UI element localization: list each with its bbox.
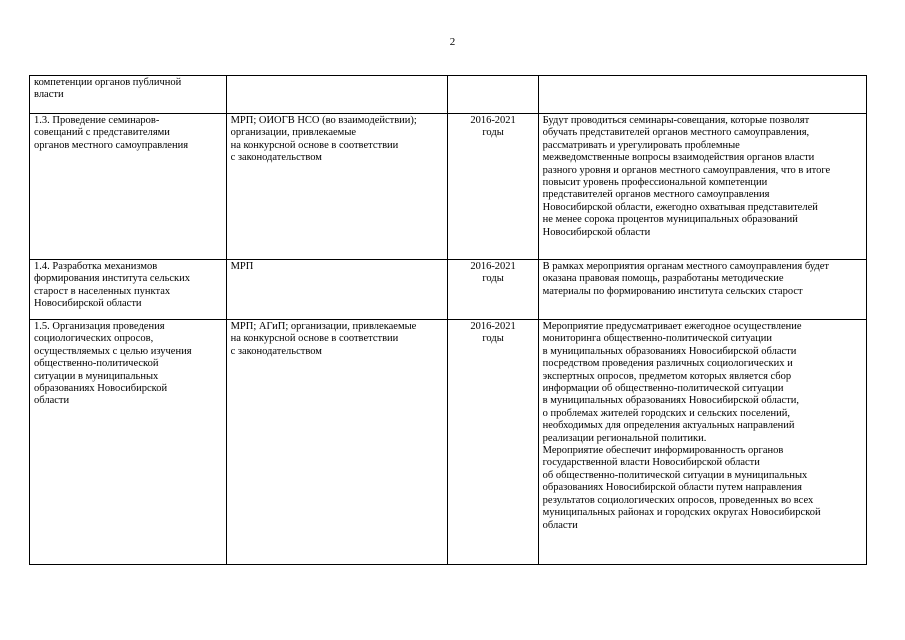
executors-cell	[226, 260, 448, 320]
cell-text-line: мониторинга общественно-политической ситуации	[542, 333, 773, 345]
table-row	[30, 76, 867, 114]
cell-text-line: в муниципальных образованиях Новосибирской области	[542, 345, 797, 357]
cell-text-line: с законодательством	[230, 152, 322, 164]
activity-cell	[30, 76, 227, 114]
table-body	[30, 76, 867, 565]
expected-result-cell	[538, 320, 866, 565]
cell-text-line: 1.3. Проведение семинаров-	[34, 115, 160, 126]
cell-text-line: власти	[34, 89, 64, 101]
cell-text-line: Будут проводиться семинары-совещания, которые позволят	[542, 115, 810, 126]
cell-text-line: общественно-политической	[34, 358, 159, 370]
cell-text-line: В рамках мероприятия органам местного самоуправления будет	[542, 261, 829, 272]
cell-text-line: области	[34, 395, 70, 407]
table-row	[30, 260, 867, 320]
cell-text-line: МРП	[230, 261, 254, 272]
cell-text-line: осуществляемых с целью изучения	[34, 345, 192, 357]
cell-text-line: материалы по формированию института сельских старост	[542, 285, 803, 297]
cell-text-line: экспертных опросов, предметом которых является сбор	[542, 370, 792, 382]
cell-text-line: области	[542, 519, 578, 531]
cell-text-line: не менее сорока процентов муниципальных образований	[542, 214, 798, 226]
executors-cell	[226, 114, 448, 260]
cell-text-line: в муниципальных образованиях Новосибирской области,	[542, 395, 799, 407]
cell-text-line: государственной власти Новосибирской области	[542, 457, 760, 469]
cell-text-line: информации об общественно-политической ситуации	[542, 383, 784, 395]
executors-cell	[226, 76, 448, 114]
cell-text-line: обучать представителей органов местного самоуправления,	[542, 127, 810, 139]
activity-cell	[30, 114, 227, 260]
cell-text-line: 1.4. Разработка механизмов	[34, 261, 158, 272]
cell-text-line: формирования института сельских	[34, 273, 190, 285]
cell-text-line: представителей органов местного самоуправления	[542, 189, 770, 201]
cell-text-line: социологических опросов,	[34, 333, 154, 345]
period-cell	[448, 320, 538, 565]
measures-table	[29, 75, 867, 565]
cell-text-line: муниципальных районах и городских округах Новосибирской	[542, 507, 821, 519]
cell-text-line: Мероприятие обеспечит информированность органов	[542, 445, 784, 457]
expected-result-cell	[538, 114, 866, 260]
cell-text-line: 2016-2021	[470, 321, 516, 332]
cell-text-line: образованиях Новосибирской области путем направления	[542, 482, 802, 494]
cell-text-line: разного уровня и органов местного самоуправления, что в итоге	[542, 164, 831, 176]
cell-text-line: необходимых для определения актуальных направлений	[542, 420, 795, 432]
period-cell	[448, 76, 538, 114]
cell-text-line: об общественно-политической ситуации в муниципальных	[542, 469, 808, 481]
cell-text-line: МРП; АГиП; организации, привлекаемые	[230, 321, 417, 332]
activity-cell	[30, 260, 227, 320]
period-cell	[448, 114, 538, 260]
cell-text-line: посредством проведения различных социологических и	[542, 358, 793, 370]
cell-text-line: организации, привлекаемые	[230, 127, 357, 139]
cell-text-line: 2016-2021	[470, 261, 516, 272]
cell-text-line: годы	[482, 273, 504, 285]
cell-text-line: старост в населенных пунктах	[34, 285, 171, 297]
cell-text-line: на конкурсной основе в соответствии	[230, 139, 399, 151]
page-number: 2	[449, 36, 456, 48]
table-row	[30, 114, 867, 260]
cell-text-line: МРП; ОИОГВ НСО (во взаимодействии);	[230, 115, 417, 126]
cell-text-line: годы	[482, 127, 504, 139]
cell-text-line: на конкурсной основе в соответствии	[230, 333, 399, 345]
cell-text-line: Мероприятие предусматривает ежегодное осуществление	[542, 321, 802, 332]
cell-text-line: результатов социологических опросов, проведенных во всех	[542, 494, 814, 506]
cell-text-line: межведомственные вопросы взаимодействия органов власти	[542, 152, 815, 164]
cell-text-line: о проблемах жителей городских и сельских поселений,	[542, 407, 791, 419]
expected-result-cell	[538, 260, 866, 320]
cell-text-line: компетенции органов публичной	[34, 77, 182, 88]
cell-text-line: рассматривать и урегулировать проблемные	[542, 139, 740, 151]
cell-text-line: оказана правовая помощь, разработаны методические	[542, 273, 784, 285]
expected-result-cell	[538, 76, 866, 114]
cell-text-line: годы	[482, 333, 504, 345]
period-cell	[448, 260, 538, 320]
cell-text-line: совещаний с представителями	[34, 127, 170, 139]
cell-text-line: реализации региональной политики.	[542, 432, 707, 444]
table-row	[30, 320, 867, 565]
cell-text-line: повысит уровень профессиональной компетенции	[542, 177, 768, 189]
cell-text-line: Новосибирской области, ежегодно охватывая представителей	[542, 201, 818, 213]
cell-text-line: органов местного самоуправления	[34, 139, 189, 151]
cell-text-line: с законодательством	[230, 345, 322, 357]
cell-text-line: 1.5. Организация проведения	[34, 321, 165, 332]
cell-text-line: образованиях Новосибирской	[34, 383, 168, 395]
executors-cell	[226, 320, 448, 565]
cell-text-line: Новосибирской области	[542, 226, 651, 238]
activity-cell	[30, 320, 227, 565]
cell-text-line: 2016-2021	[470, 115, 516, 126]
cell-text-line: Новосибирской области	[34, 298, 142, 310]
cell-text-line: ситуации в муниципальных	[34, 370, 159, 382]
